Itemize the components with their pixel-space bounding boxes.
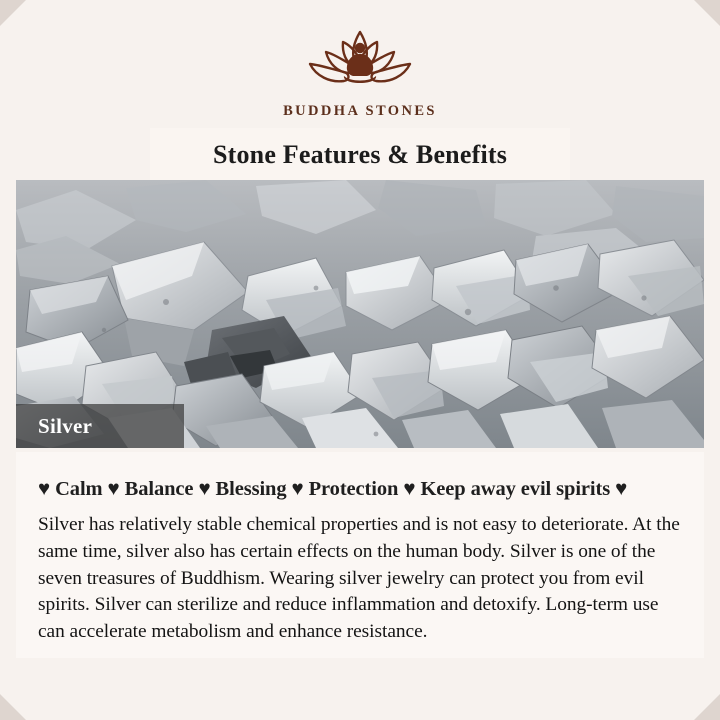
- stone-name-banner: [16, 404, 184, 448]
- brand-name: BUDDHA STONES: [283, 103, 437, 119]
- corner-decoration-bottom-right: [694, 694, 720, 720]
- lotus-meditation-icon: [296, 26, 424, 98]
- stone-description: Silver has relatively stable chemical properties and is not easy to deteriorate. At the same time, silver also has certain effects on the human body. Silver is one of the seven treasures of Buddhism. Wearing silver jewelry can protect you from evil spirits. Silver can sterilize and reduce inflammation and detoxify. Long-term use can accelerate metabolism and enhance resistance.: [38, 514, 680, 643]
- corner-decoration-bottom-left: [0, 694, 26, 720]
- brand-block: [0, 26, 720, 120]
- page-title: Stone Features & Benefits: [212, 140, 508, 169]
- page-title-bar: [150, 128, 570, 182]
- corner-decoration-top-right: [694, 0, 720, 26]
- stone-name: Silver: [38, 413, 93, 438]
- benefits-keywords: ♥ Calm ♥ Balance ♥ Blessing ♥ Protection ♥ Keep away evil spirits ♥: [38, 478, 628, 500]
- corner-decoration-top-left: [0, 0, 26, 26]
- content-panel: [16, 452, 704, 658]
